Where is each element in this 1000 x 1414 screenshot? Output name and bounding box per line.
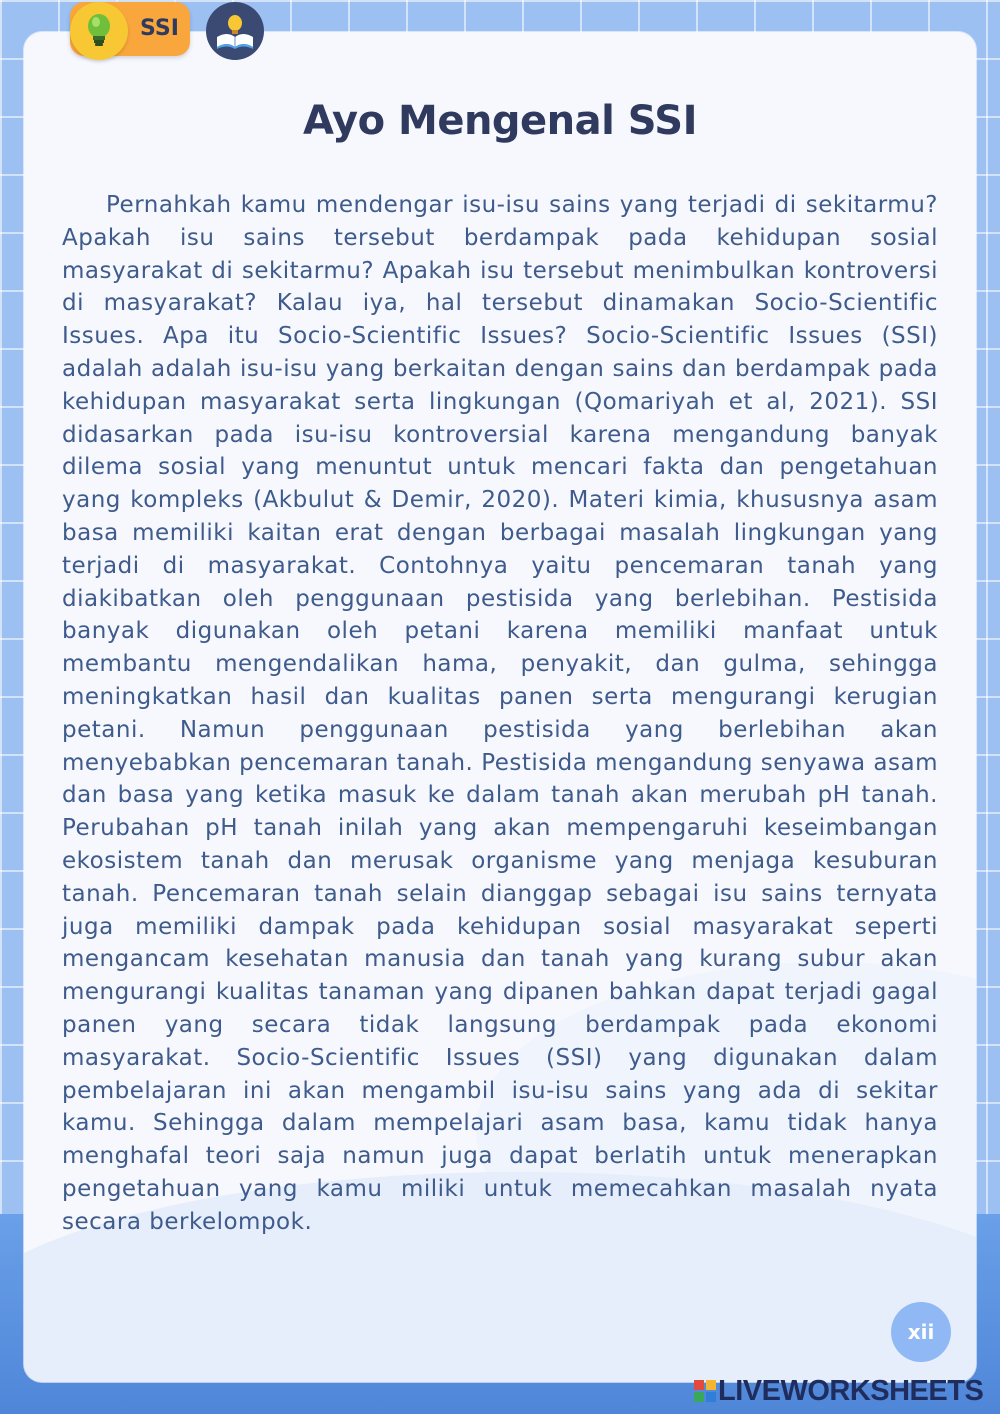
page-number-badge: xii bbox=[891, 1302, 951, 1362]
ssi-badge-label: SSI bbox=[140, 16, 179, 41]
lightbulb-icon bbox=[70, 2, 128, 60]
ssi-badge bbox=[70, 2, 190, 56]
page-title: Ayo Mengenal SSI bbox=[303, 98, 697, 144]
book-lightbulb-icon bbox=[206, 2, 264, 60]
liveworksheets-watermark bbox=[694, 1375, 983, 1407]
liveworksheets-logo-icon bbox=[694, 1380, 716, 1402]
body-paragraph: Pernahkah kamu mendengar isu-isu sains yang terjadi di sekitarmu? Apakah isu sains tersebut berdampak pada kehidupan sosial masyarakat di sekitarmu? Apakah isu tersebut menimbulkan kontroversi di masyarakat? Kalau iya, hal tersebut dinamakan Socio-Scientific Issues. Apa itu Socio-Scientific Issues? Socio-Scientific Issues (SSI) adalah adalah isu-isu yang berkaitan dengan sains dan berdampak pada kehidupan masyarakat serta lingkungan (Qomariyah et al, 2021). SSI didasarkan pada isu-isu kontroversial karena mengandung banyak dilema sosial yang menuntut untuk mencari fakta dan pengetahuan yang kompleks (Akbulut & Demir, 2020). Materi kimia, khususnya asam basa memiliki kaitan erat dengan berbagai masalah lingkungan yang terjadi di masyarakat. Contohnya yaitu pencemaran tanah yang diakibatkan oleh penggunaan pestisida yang berlebihan. Pestisida banyak digunakan oleh petani karena memiliki manfaat untuk membantu mengendalikan hama, penyakit, dan gulma, sehingga meningkatkan hasil dan kualitas panen serta mengurangi kerugian petani. Namun penggunaan pestisida yang berlebihan akan menyebabkan pencemaran tanah. Pestisida mengandung senyawa asam dan basa yang ketika masuk ke dalam tanah akan merubah pH tanah. Perubahan pH tanah inilah yang akan mempengaruhi keseimbangan ekosistem tanah dan merusak organisme yang menjaga kesuburan tanah. Pencemaran tanah selain dianggap sebagai isu sains ternyata juga memiliki dampak pada kehidupan sosial masyarakat seperti mengancam kesehatan manusia dan tanah yang kurang subur akan mengurangi kualitas tanaman yang dipanen bahkan dapat terjadi gagal panen yang secara tidak langsung berdampak pada ekonomi masyarakat. Socio-Scientific Issues (SSI) yang digunakan dalam pembelajaran ini akan mengambil isu-isu sains yang ada di sekitar kamu. Sehingga dalam mempelajari asam basa, kamu tidak hanya menghafal teori saja namun juga dapat berlatih untuk menerapkan pengetahuan yang kamu miliki untuk memecahkan masalah nyata secara berkelompok. bbox=[62, 192, 938, 1235]
watermark-text: LIVEWORKSHEETS bbox=[718, 1374, 984, 1407]
